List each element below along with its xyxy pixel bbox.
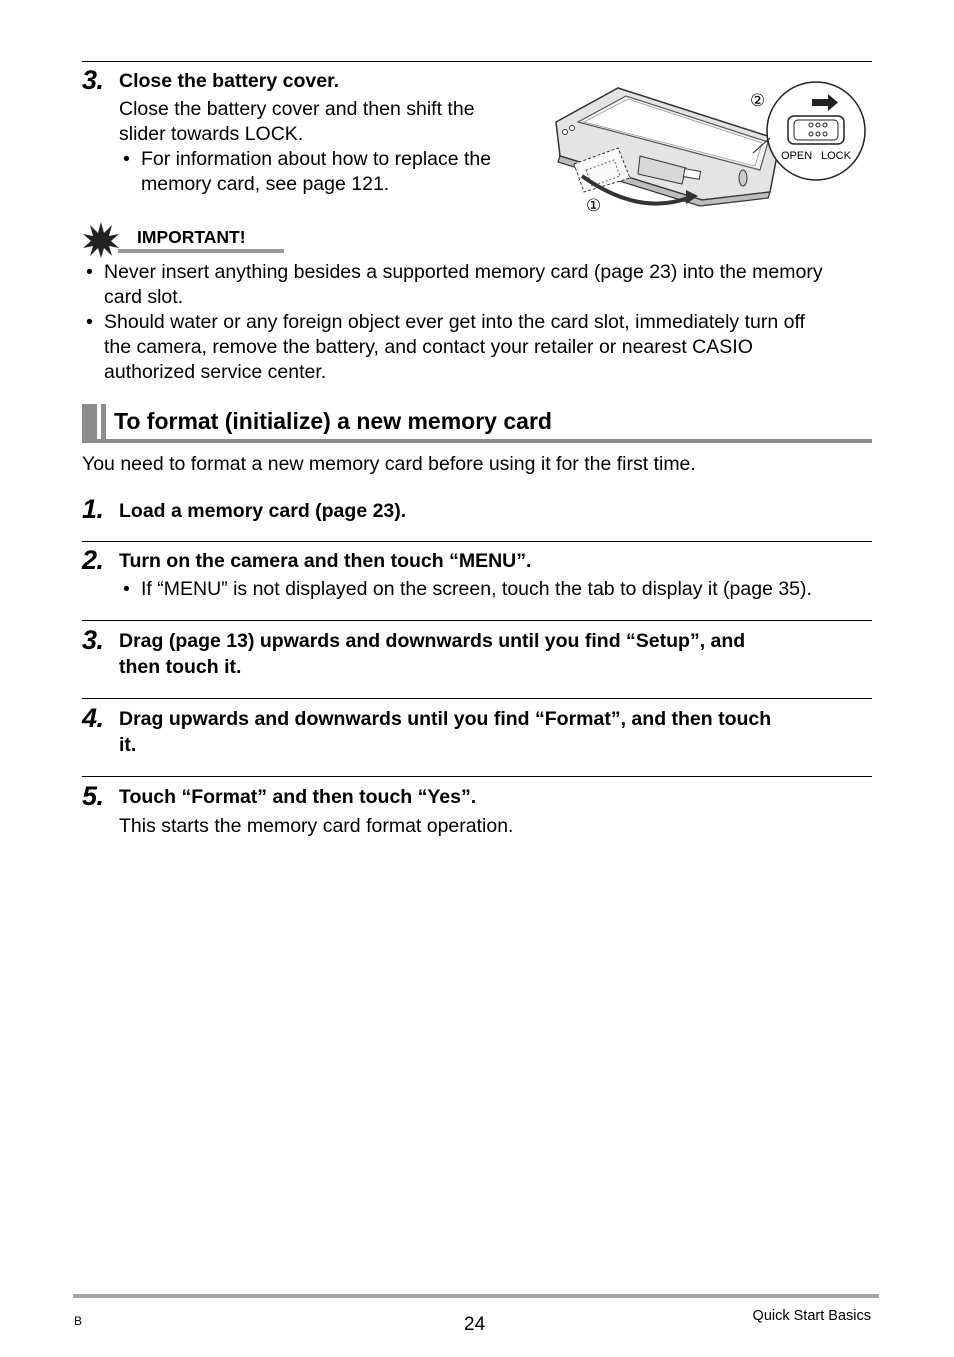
important-bullet <box>86 310 876 385</box>
footer-rule <box>73 1294 879 1298</box>
heading-underline <box>82 439 872 443</box>
step-body-line: Close the battery cover and then shift the <box>119 98 475 120</box>
important-burst-icon <box>82 221 120 259</box>
step-title-line: then touch it. <box>119 656 242 678</box>
step-bullet <box>123 147 523 197</box>
callout-2-label: ② <box>750 91 766 110</box>
step-number: 2. <box>82 545 104 575</box>
step-number: 3. <box>82 65 104 95</box>
step-number: 4. <box>82 703 104 733</box>
lock-label: LOCK <box>821 150 851 162</box>
heading-bar-thin <box>101 404 106 440</box>
bullet-line: Should water or any foreign object ever get into the card slot, immediately turn off <box>104 311 805 333</box>
section-intro: You need to format a new memory card before using it for the first time. <box>82 453 696 475</box>
step-divider <box>82 698 872 699</box>
open-label: OPEN <box>781 150 813 162</box>
callout-1-label: ① <box>586 196 602 215</box>
bullet-dot: • <box>123 148 130 170</box>
step-title: Turn on the camera and then touch “MENU”. <box>119 550 532 572</box>
step-number: 1. <box>82 494 104 524</box>
bullet-line: authorized service center. <box>104 361 327 383</box>
step-title: Close the battery cover. <box>119 70 340 92</box>
camera-battery-cover-illustration <box>548 78 870 220</box>
bullet-line: For information about how to replace the <box>141 148 492 170</box>
page-number: 24 <box>464 1314 486 1335</box>
bullet-dot: • <box>123 578 130 600</box>
bullet-dot: • <box>86 261 93 283</box>
heading-bar-thick <box>82 404 97 440</box>
bullet-line: If “MENU” is not displayed on the screen, touch the tab to display it (page 35). <box>141 578 812 600</box>
step-bullet <box>123 577 883 602</box>
step-divider <box>82 776 872 777</box>
step-title: Load a memory card (page 23). <box>119 500 407 522</box>
step-title-line: it. <box>119 734 137 756</box>
important-underline <box>118 249 284 253</box>
important-bullet <box>86 260 876 310</box>
bullet-line: card slot. <box>104 286 184 308</box>
step-number: 3. <box>82 625 104 655</box>
top-rule <box>82 61 872 62</box>
step-title-line: Drag upwards and downwards until you find “Format”, and then touch <box>119 708 772 730</box>
bullet-dot: • <box>86 311 93 333</box>
bullet-line: memory card, see page 121. <box>141 173 390 195</box>
bullet-line: Never insert anything besides a supported memory card (page 23) into the memory <box>104 261 823 283</box>
step-title-line: Drag (page 13) upwards and downwards until you find “Setup”, and <box>119 630 746 652</box>
step-divider <box>82 620 872 621</box>
important-label: IMPORTANT! <box>137 227 246 247</box>
step-number: 5. <box>82 781 104 811</box>
step-title: Touch “Format” and then touch “Yes”. <box>119 786 477 808</box>
bullet-line: the camera, remove the battery, and contact your retailer or nearest CASIO <box>104 336 753 358</box>
footer-left-code: B <box>74 1314 83 1328</box>
footer-section-title: Quick Start Basics <box>752 1308 871 1324</box>
step-body: This starts the memory card format operation. <box>119 815 514 837</box>
step-divider <box>82 541 872 542</box>
step-body-line: slider towards LOCK. <box>119 123 304 145</box>
heading-title: To format (initialize) a new memory card <box>114 408 552 434</box>
